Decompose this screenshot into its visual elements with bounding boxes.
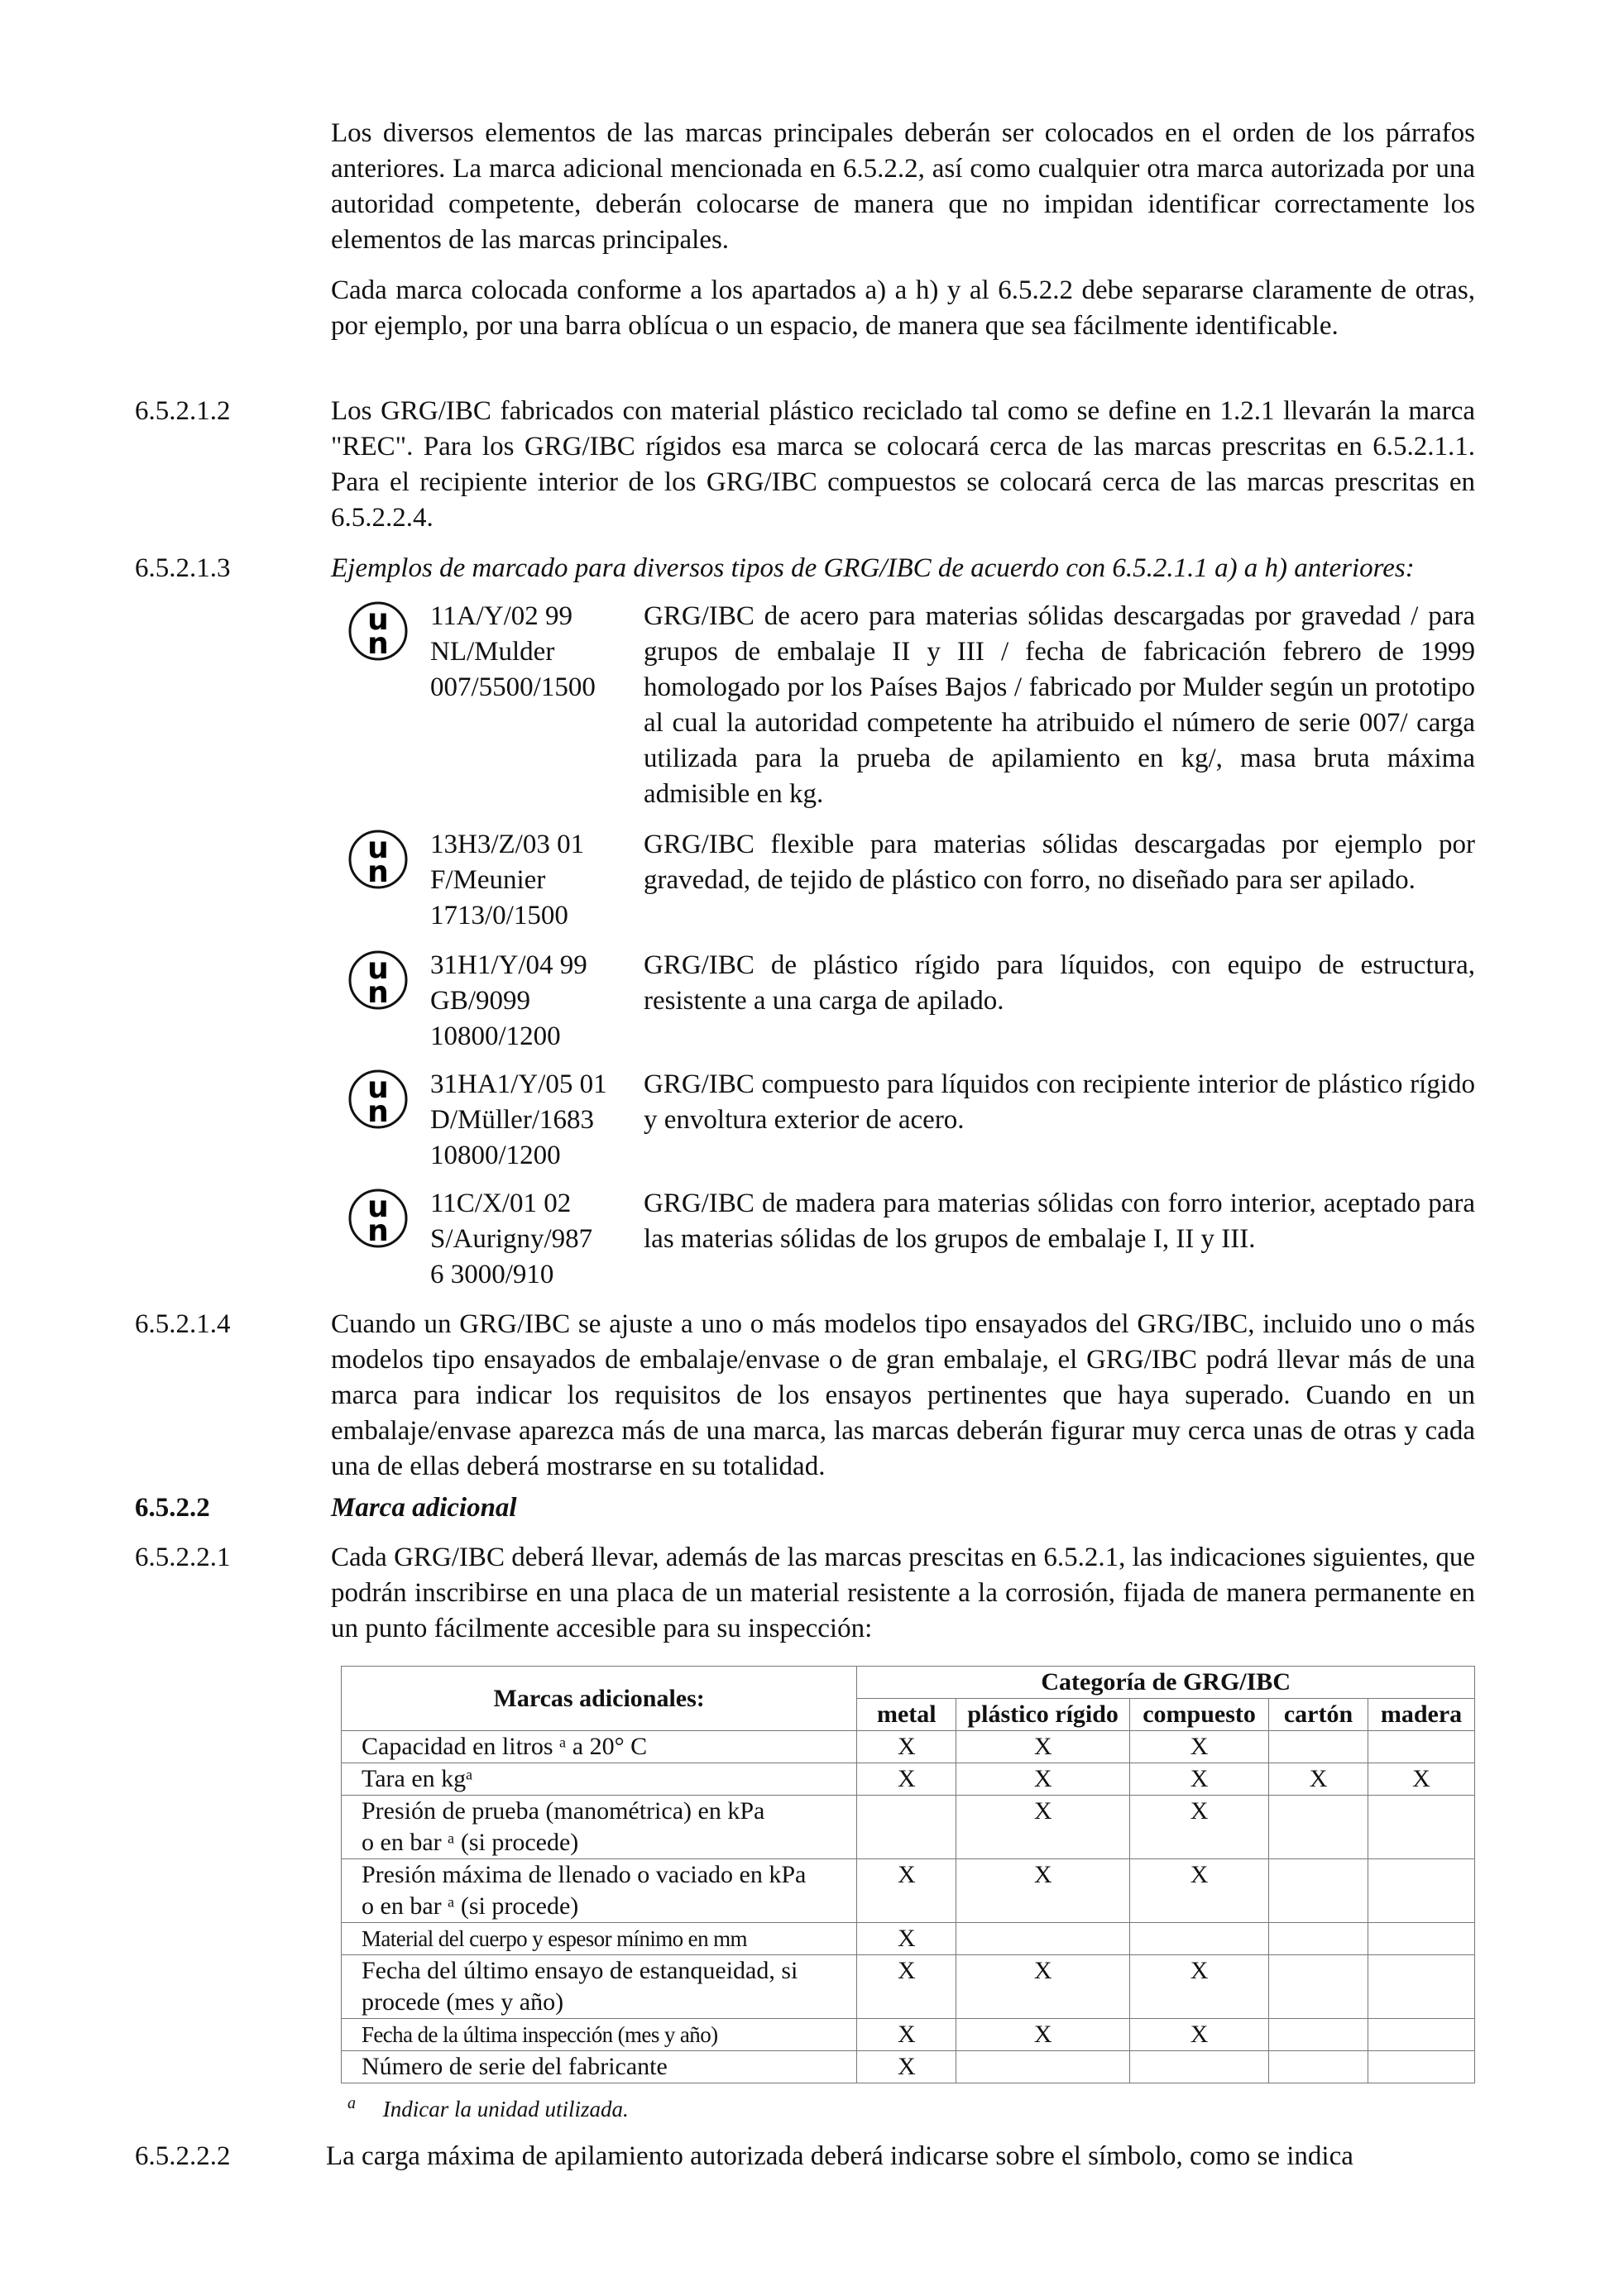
svg-text:u: u [367,603,389,637]
column-header-fibreboard: cartón [1269,1699,1368,1731]
mark-cell: X [1130,1731,1269,1763]
table-row [342,1923,1475,1955]
mark-cell: X [1130,1955,1269,2019]
mark-cell [1368,2019,1475,2051]
additional-marks-table [341,1666,1475,2083]
example-description: GRG/IBC de madera para materias sólidas con forro interior, aceptado para las materias sólidas de los grupos de embalaje I, II y III. [644,1189,1475,1254]
section-text-6-5-2-2-2: La carga máxima de apilamiento autorizada deberá indicarse sobre el símbolo, como se indica [326,2141,1353,2171]
svg-text:u: u [367,1071,389,1105]
row-label: Número de serie del fabricante [342,2051,857,2083]
column-header-metal: metal [857,1699,956,1731]
example-mark-code: 31H1/Y/04 99 GB/9099 10800/1200 [430,950,587,1051]
mark-cell: X [857,1763,956,1796]
row-label: Capacidad en litros ᵃ a 20° C [342,1731,857,1763]
table-header-marks: Marcas adicionales: [342,1667,857,1731]
table-row [342,1955,1475,2019]
mark-cell [1269,1859,1368,1923]
example-description: GRG/IBC compuesto para líquidos con recipiente interior de plástico rígido y envoltura exterior de acero. [644,1069,1475,1135]
table-header-category: Categoría de GRG/IBC [857,1667,1475,1699]
row-label: Fecha del último ensayo de estanqueidad, si procede (mes y año) [342,1955,857,2019]
footnote-marker: a [347,2094,356,2112]
section-text-6-5-2-1-4: Cuando un GRG/IBC se ajuste a uno o más modelos tipo ensayados del GRG/IBC, incluido uno o más modelos tipo ensayados de embalaje/envase o de gran embalaje, el GRG/IBC podrá llevar más de una marca para indicar los requisitos de los ensayos pertinentes que haya superado. Cuando en un embalaje/envase aparezca más de una marca, las marcas deberán figurar muy cerca unas de otras y cada una de ellas deberá mostrarse en su totalidad. [331,1309,1475,1481]
mark-cell: X [956,1731,1130,1763]
mark-cell: X [1130,1763,1269,1796]
mark-cell [1130,1923,1269,1955]
row-label: Tara en kgᵃ [342,1763,857,1796]
svg-text:n: n [367,976,389,1010]
section-text-6-5-2-2-1: Cada GRG/IBC deberá llevar, además de las marcas prescitas en 6.5.2.1, las indicaciones siguientes, que podrán inscribirse en una placa de un material resistente a la corrosión, fijada de manera permanente en un punto fácilmente accesible para su inspección: [331,1543,1475,1643]
un-packaging-symbol-icon [347,829,409,890]
un-packaging-symbol-icon [347,949,409,1011]
section-number-6-5-2-1-4: 6.5.2.1.4 [135,1309,231,1339]
mark-cell [1269,2051,1368,2083]
column-header-wooden: madera [1368,1699,1475,1731]
mark-cell: X [956,2019,1130,2051]
mark-cell [1368,1955,1475,2019]
example-description: GRG/IBC de plástico rígido para líquidos, con equipo de estructura, resistente a una carga de apilado. [644,950,1475,1016]
mark-cell [1269,1731,1368,1763]
svg-text:n: n [367,855,389,889]
mark-cell [1368,1859,1475,1923]
mark-cell [956,1923,1130,1955]
example-mark-code: 11C/X/01 02 S/Aurigny/987 6 3000/910 [430,1189,593,1289]
table-row [342,1731,1475,1763]
example-mark-code: 11A/Y/02 99 NL/Mulder 007/5500/1500 [430,601,596,702]
section-number-6-5-2-1-2: 6.5.2.1.2 [135,396,231,426]
section-text-6-5-2-1-3: Ejemplos de marcado para diversos tipos de GRG/IBC de acuerdo con 6.5.2.1.1 a) a h) anteriores: [331,553,1415,583]
mark-cell [1368,1731,1475,1763]
table-row [342,1763,1475,1796]
table-row [342,1796,1475,1859]
mark-cell [1269,2019,1368,2051]
mark-cell [1130,2051,1269,2083]
mark-cell [1368,1796,1475,1859]
mark-cell: X [1130,2019,1269,2051]
mark-cell [1368,2051,1475,2083]
mark-cell: X [956,1763,1130,1796]
section-number-6-5-2-2-1: 6.5.2.2.1 [135,1543,231,1572]
section-number-6-5-2-2-2: 6.5.2.2.2 [135,2141,231,2171]
mark-cell: X [857,2051,956,2083]
svg-text:u: u [367,952,389,986]
mark-cell [1269,1796,1368,1859]
example-description: GRG/IBC de acero para materias sólidas descargadas por gravedad / para grupos de embalaje II y III / fecha de fabricación febrero de 1999 homologado por los Países Bajos / fabricado por Mulder según un prototipo al cual la autoridad competente ha atribuido el número de serie 007/ carga utilizada para la prueba de apilamiento en kg/, masa bruta máxima admisible en kg. [644,601,1475,809]
mark-cell: X [857,1859,956,1923]
intro-paragraph-1: Los diversos elementos de las marcas principales deberán ser colocados en el orden de los párrafos anteriores. La marca adicional mencionada en 6.5.2.2, así como cualquier otra marca autorizada por una autoridad competente, deberán colocarse de manera que no impidan identificar correctamente los elementos de las marcas principales. [331,118,1475,255]
svg-text:u: u [367,831,389,865]
mark-cell: X [956,1955,1130,2019]
marking-example [331,827,1475,951]
column-header-rigid-plastic: plástico rígido [956,1699,1130,1731]
example-description: GRG/IBC flexible para materias sólidas descargadas por ejemplo por gravedad, de tejido de plástico con forro, no diseñado para ser apilado. [644,830,1475,895]
section-title-6-5-2-2: Marca adicional [331,1493,517,1523]
svg-text:n: n [367,627,389,661]
section-number-6-5-2-2: 6.5.2.2 [135,1493,210,1523]
row-label: Presión máxima de llenado o vaciado en kPa o en bar ᵃ (si procede) [342,1859,857,1923]
table-row [342,2019,1475,2051]
svg-text:n: n [367,1095,389,1129]
marking-example [331,1186,1475,1310]
mark-cell [1269,1955,1368,2019]
un-packaging-symbol-icon [347,1069,409,1130]
mark-cell [1269,1923,1368,1955]
mark-cell [1368,1923,1475,1955]
mark-cell: X [956,1796,1130,1859]
mark-cell: X [857,1923,956,1955]
section-number-6-5-2-1-3: 6.5.2.1.3 [135,553,231,583]
row-label: Presión de prueba (manométrica) en kPa o en bar ᵃ (si procede) [342,1796,857,1859]
table-footnote [347,2086,629,2127]
un-packaging-symbol-icon [347,600,409,662]
example-mark-code: 31HA1/Y/05 01 D/Müller/1683 10800/1200 [430,1069,607,1170]
marking-example [331,599,1475,809]
svg-text:u: u [367,1190,389,1224]
mark-cell: X [1269,1763,1368,1796]
row-label: Material del cuerpo y espesor mínimo en mm [342,1923,857,1955]
mark-cell: X [956,1859,1130,1923]
mark-cell: X [1130,1796,1269,1859]
column-header-composite: compuesto [1130,1699,1269,1731]
un-packaging-symbol-icon [347,1188,409,1249]
table-row [342,1859,1475,1923]
mark-cell: X [857,1955,956,2019]
row-label: Fecha de la última inspección (mes y año) [342,2019,857,2051]
mark-cell [956,2051,1130,2083]
svg-text:n: n [367,1214,389,1248]
table-row [342,2051,1475,2083]
mark-cell: X [1368,1763,1475,1796]
mark-cell: X [857,1731,956,1763]
section-text-6-5-2-1-2: Los GRG/IBC fabricados con material plástico reciclado tal como se define en 1.2.1 llevarán la marca "REC". Para los GRG/IBC rígidos esa marca se colocará cerca de las marcas prescritas en 6.5.2.1.1. Para el recipiente interior de los GRG/IBC compuestos se colocará cerca de las marcas prescritas en 6.5.2.2.4. [331,396,1475,533]
marking-example [331,1067,1475,1191]
example-mark-code: 13H3/Z/03 01 F/Meunier 1713/0/1500 [430,830,585,930]
intro-paragraph-2: Cada marca colocada conforme a los apartados a) a h) y al 6.5.2.2 debe separarse claramente de otras, por ejemplo, por una barra oblícua o un espacio, de manera que sea fácilmente identificable. [331,275,1475,341]
mark-cell [857,1796,956,1859]
footnote-text: Indicar la unidad utilizada. [382,2097,629,2121]
mark-cell: X [857,2019,956,2051]
marking-example [331,948,1475,1072]
mark-cell: X [1130,1859,1269,1923]
